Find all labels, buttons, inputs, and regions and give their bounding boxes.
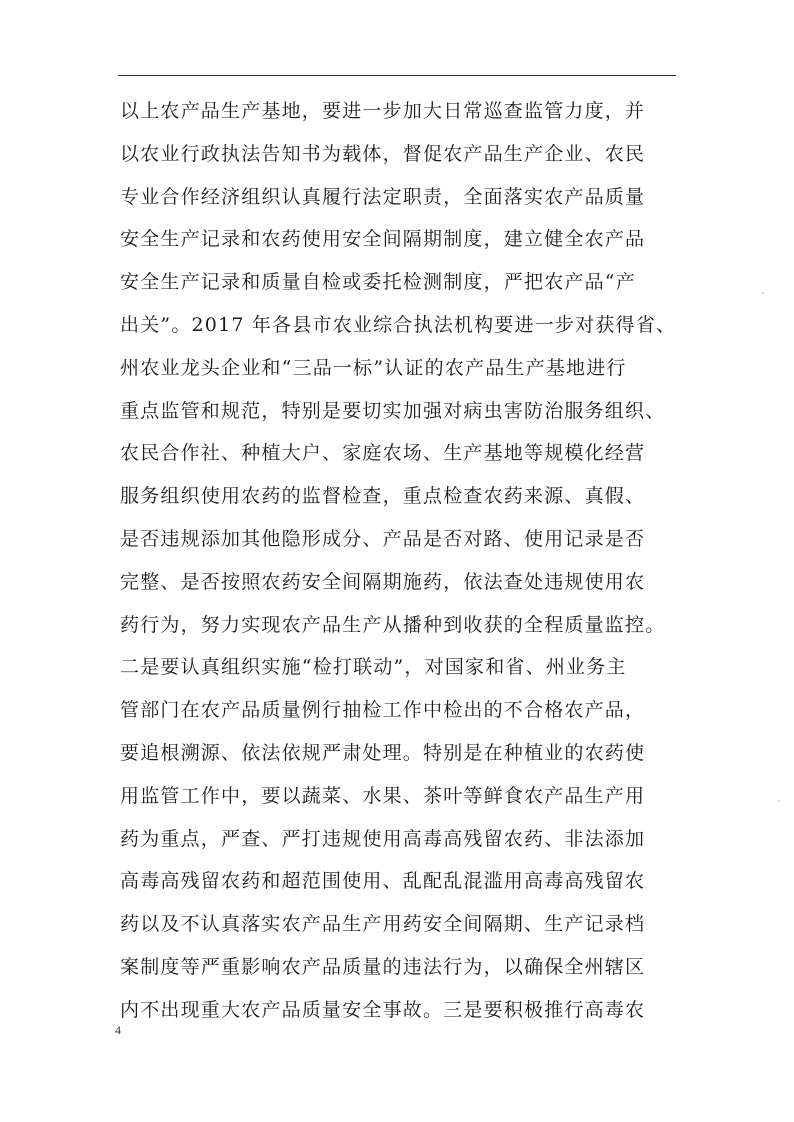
text-line: 要追根溯源、依法依规严肃处理。特别是在种植业的农药使 [120,741,646,764]
text-line: 安全生产记录和农药使用安全间隔期制度，建立健全农产品 [120,228,646,251]
text-line: 安全生产记录和质量自检或委托检测制度，严把农产品“产 [120,271,636,294]
text-line: 是否违规添加其他隐形成分、产品是否对路、使用记录是否 [120,527,646,550]
text-line: 重点监管和规范，特别是要切实加强对病虫害防治服务组织、 [120,399,666,422]
text-line: 出关”。2017 年各县市农业综合执法机构要进一步对获得省、 [120,313,677,336]
text-line: 以农业行政执法告知书为载体，督促农产品生产企业、农民 [120,142,646,165]
text-line: 专业合作经济组织认真履行法定职责，全面落实农产品质量 [120,185,646,208]
text-line: 高毒高残留农药和超范围使用、乱配乱混滥用高毒高残留农 [120,870,646,893]
text-line: 用监管工作中，要以蔬菜、水果、茶叶等鲜食农产品生产用 [120,784,646,807]
body-text [120,90,685,1032]
text-line: 州农业龙头企业和“三品一标”认证的农产品生产基地进行 [120,356,627,379]
scan-speck [762,292,764,294]
text-line: 管部门在农产品质量例行抽检工作中检出的不合格农产品， [120,699,646,722]
text-line: 农民合作社、种植大户、家庭农场、生产基地等规模化经营 [120,442,646,465]
text-line: 以上农产品生产基地，要进一步加大日常巡查监管力度，并 [120,100,646,122]
scan-speck [778,800,780,802]
text-line: 案制度等严重影响农产品质量的违法行为，以确保全州辖区 [120,955,646,978]
header-rule [118,75,676,76]
page-number: 4 [115,1023,121,1037]
text-line: 完整、是否按照农药安全间隔期施药，依法查处违规使用农 [120,570,646,593]
text-line: 药行为，努力实现农产品生产从播种到收获的全程质量监控。 [120,613,666,636]
text-line: 二是要认真组织实施“检打联动”，对国家和省、州业务主 [120,656,627,679]
text-line: 药为重点，严查、严打违规使用高毒高残留农药、非法添加 [120,827,646,850]
text-line: 服务组织使用农药的监督检查，重点检查农药来源、真假、 [120,485,646,508]
text-line: 内不出现重大农产品质量安全事故。三是要积极推行高毒农 [120,998,646,1021]
text-line: 药以及不认真落实农产品生产用药安全间隔期、生产记录档 [120,913,646,936]
